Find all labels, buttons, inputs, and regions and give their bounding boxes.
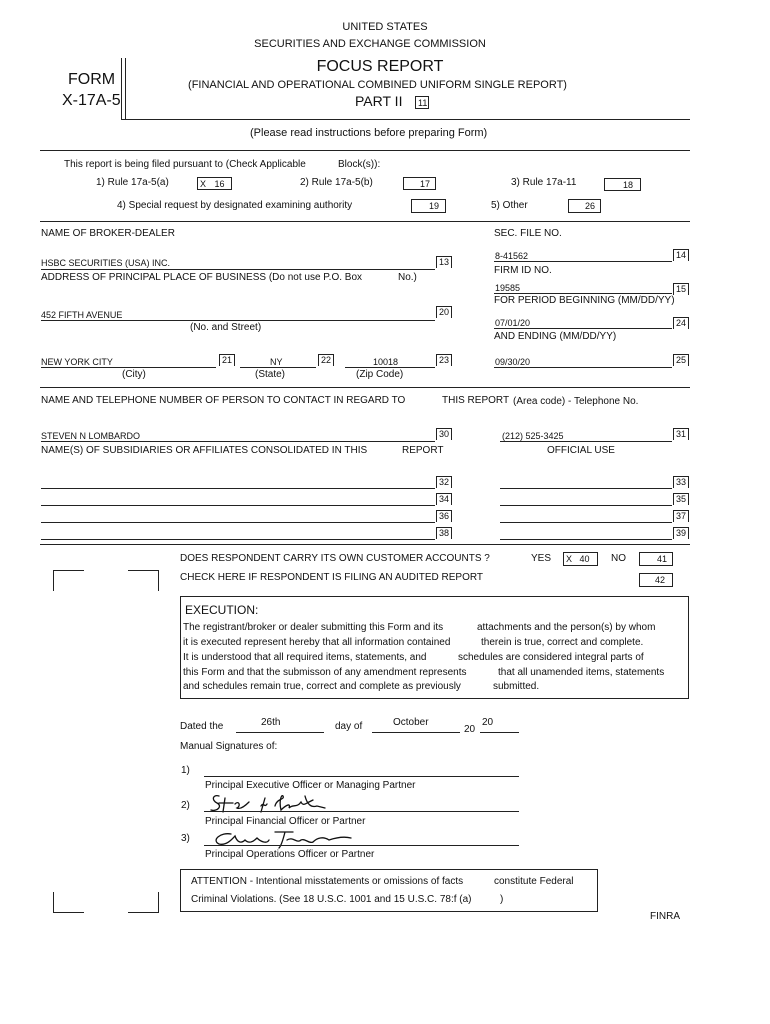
other-code: 26 <box>585 201 596 211</box>
period-end-code: 25 <box>673 354 689 366</box>
execution-line-2b: therein is true, correct and complete. <box>481 637 644 648</box>
header-divider-2 <box>125 58 126 120</box>
attention-line-2b: ) <box>500 894 504 905</box>
period-begin-label: FOR PERIOD BEGINNING (MM/DD/YY) <box>494 295 675 306</box>
audited-checkbox[interactable] <box>639 573 673 587</box>
rule-17a-11-checkbox[interactable] <box>604 178 641 191</box>
zip-value: 10018 <box>373 357 399 367</box>
sig-2-line <box>204 811 519 812</box>
sig-3-caption: Principal Operations Officer or Partner <box>205 849 375 860</box>
subsidiary-line <box>41 522 435 523</box>
execution-line-3a: It is understood that all required items, statements, and <box>183 652 427 663</box>
subsidiary-code: 38 <box>436 527 452 539</box>
subsidiary-line <box>41 505 435 506</box>
year-line <box>480 732 519 733</box>
part-label: PART II <box>355 93 403 109</box>
sig-2-caption: Principal Financial Officer or Partner <box>205 816 366 827</box>
sig-1-line <box>204 776 519 777</box>
no-label: NO <box>611 553 626 564</box>
broker-name-label: NAME OF BROKER-DEALER <box>41 228 175 239</box>
agency-line-1: UNITED STATES <box>342 21 428 33</box>
address-label-no: No.) <box>398 272 417 283</box>
period-begin-line <box>494 328 672 329</box>
subsidiary-code: 32 <box>436 476 452 488</box>
no-checkbox[interactable] <box>639 552 673 566</box>
month-value: October <box>393 717 429 728</box>
agency-line-2: SECURITIES AND EXCHANGE COMMISSION <box>254 38 486 50</box>
execution-line-1a: The registrant/broker or dealer submitting this Form and its <box>183 622 444 633</box>
phone-code: 31 <box>673 428 689 440</box>
city-caption: (City) <box>122 369 146 380</box>
street-caption: (No. and Street) <box>190 322 262 333</box>
city-code: 21 <box>219 354 235 366</box>
report-subtitle: (FINANCIAL AND OPERATIONAL COMBINED UNIFORM SINGLE REPORT) <box>188 79 567 91</box>
execution-line-4b: that all unamended items, statements <box>498 667 665 678</box>
execution-line-5a: and schedules remain true, correct and complete as previously <box>183 681 461 692</box>
attention-line-1a: ATTENTION - Intentional misstatements or omissions of facts <box>191 876 464 887</box>
subsidiary-line <box>41 539 435 540</box>
sec-file-value: 8-41562 <box>495 251 529 261</box>
rule-17a-5b-label: 2) Rule 17a-5(b) <box>300 177 373 188</box>
contact-name-code: 30 <box>436 428 452 440</box>
subsidiary-code: 36 <box>436 510 452 522</box>
subsidiaries-label: NAME(S) OF SUBSIDIARIES OR AFFILIATES CONSOLIDATED IN THIS <box>41 445 368 456</box>
sig-3-line <box>204 845 519 846</box>
firm-id-value: 19585 <box>495 283 521 293</box>
special-request-code: 19 <box>429 201 440 211</box>
audited-question: CHECK HERE IF RESPONDENT IS FILING AN AUDITED REPORT <box>180 572 484 583</box>
contact-name-value: STEVEN N LOMBARDO <box>41 431 141 441</box>
state-caption: (State) <box>255 369 286 380</box>
city-value: NEW YORK CITY <box>41 357 113 367</box>
official-use-line <box>500 539 672 540</box>
period-begin-code: 24 <box>673 317 689 329</box>
execution-line-5b: submitted. <box>493 681 540 692</box>
contact-label-2: THIS REPORT <box>442 395 510 406</box>
official-use-line <box>500 522 672 523</box>
subsidiary-line <box>41 488 435 489</box>
contact-section-rule <box>40 544 690 545</box>
zip-line <box>345 367 435 368</box>
header-divider-1 <box>121 58 122 120</box>
rule-17a-5a-mark: X <box>200 179 207 189</box>
instructions-text: (Please read instructions before preparing Form) <box>250 127 488 139</box>
other-checkbox[interactable] <box>568 199 601 213</box>
customer-accounts-question: DOES RESPONDENT CARRY ITS OWN CUSTOMER ACCOUNTS ? <box>180 553 490 564</box>
form-label: FORM <box>68 71 116 88</box>
execution-line-1b: attachments and the person(s) by whom <box>477 622 656 633</box>
yes-label: YES <box>531 553 552 564</box>
zip-code: 23 <box>436 354 452 366</box>
broker-name-code: 13 <box>436 256 452 268</box>
execution-line-4a: this Form and that the submisson of any amendment represents <box>183 667 467 678</box>
state-line <box>240 367 316 368</box>
period-begin-value: 07/01/20 <box>495 318 531 328</box>
street-code: 20 <box>436 306 452 318</box>
yes-code: 40 <box>579 554 590 564</box>
state-value: NY <box>270 357 283 367</box>
address-label: ADDRESS OF PRINCIPAL PLACE OF BUSINESS (Do not use P.O. Box <box>41 272 363 283</box>
broker-section-rule <box>40 387 690 388</box>
yes-checkbox[interactable] <box>563 552 598 566</box>
zip-caption: (Zip Code) <box>356 369 404 380</box>
period-end-line <box>494 367 672 368</box>
rule-17a-5a-code: 16 <box>214 179 225 189</box>
sig-1-caption: Principal Executive Officer or Managing Partner <box>205 780 416 791</box>
no-code: 41 <box>657 554 668 564</box>
execution-line-2a: it is executed represent hereby that all information contained <box>183 637 451 648</box>
subsidiary-code: 34 <box>436 493 452 505</box>
sig-3-number: 3) <box>181 833 190 844</box>
official-use-code: 33 <box>673 476 689 488</box>
sec-file-line <box>494 261 672 262</box>
rule-17a-5a-checkbox[interactable] <box>197 177 232 190</box>
filing-rule <box>40 221 690 222</box>
rule-17a-5b-code: 17 <box>420 179 431 189</box>
sec-file-label: SEC. FILE NO. <box>494 228 562 239</box>
city-line <box>41 367 216 368</box>
special-request-checkbox[interactable] <box>411 199 446 213</box>
day-line <box>236 732 324 733</box>
contact-name-line <box>41 441 435 442</box>
broker-name-value: HSBC SECURITIES (USA) INC. <box>41 258 171 268</box>
phone-line <box>500 441 672 442</box>
crop-mark-bottom-left <box>53 892 84 913</box>
yes-mark: X <box>566 554 573 564</box>
attention-line-1b: constitute Federal <box>494 876 574 887</box>
manual-signatures-label: Manual Signatures of: <box>180 741 278 752</box>
day-value: 26th <box>261 717 281 728</box>
rule-17a-11-label: 3) Rule 17a-11 <box>511 177 577 188</box>
official-use-code: 37 <box>673 510 689 522</box>
month-line <box>372 732 460 733</box>
official-use-line <box>500 505 672 506</box>
period-end-value: 09/30/20 <box>495 357 531 367</box>
attention-line-2a: Criminal Violations. (See 18 U.S.C. 1001 and 15 U.S.C. 78:f (a) <box>191 894 472 905</box>
header-rule <box>122 119 690 120</box>
state-code: 22 <box>318 354 334 366</box>
finra-label: FINRA <box>650 911 680 922</box>
day-of-label: day of <box>335 721 363 732</box>
financial-officer-signature <box>205 790 345 816</box>
rule-17a-5a-label: 1) Rule 17a-5(a) <box>96 177 169 188</box>
subsidiaries-label-2: REPORT <box>402 445 444 456</box>
firm-id-code: 15 <box>673 283 689 295</box>
crop-mark-bottom-right <box>128 892 159 913</box>
sig-2-number: 2) <box>181 800 190 811</box>
sig-1-number: 1) <box>181 765 190 776</box>
crop-mark-top-left <box>53 570 84 591</box>
century-label: 20 <box>464 724 476 735</box>
official-use-code: 35 <box>673 493 689 505</box>
firm-id-label: FIRM ID NO. <box>494 265 552 276</box>
special-request-label: 4) Special request by designated examining authority <box>117 200 353 211</box>
phone-label: (Area code) - Telephone No. <box>513 396 639 407</box>
official-use-code: 39 <box>673 527 689 539</box>
street-line <box>41 320 435 321</box>
period-end-label: AND ENDING (MM/DD/YY) <box>494 331 617 342</box>
audited-code: 42 <box>655 575 666 585</box>
rule-17a-11-code: 18 <box>623 180 634 190</box>
execution-title: EXECUTION: <box>185 603 259 617</box>
year-value: 20 <box>482 717 494 728</box>
part-code-box: 11 <box>415 96 429 109</box>
street-value: 452 FIFTH AVENUE <box>41 310 123 320</box>
form-number: X-17A-5 <box>62 92 121 109</box>
other-label: 5) Other <box>491 200 528 211</box>
official-use-line <box>500 488 672 489</box>
instructions-rule <box>40 150 690 151</box>
phone-value: (212) 525-3425 <box>502 431 564 441</box>
broker-name-line <box>41 269 435 270</box>
firm-id-line <box>494 293 672 294</box>
crop-mark-top-right <box>128 570 159 591</box>
filing-intro: This report is being filed pursuant to (Check Applicable <box>64 159 306 170</box>
filing-intro-blocks: Block(s)): <box>338 159 381 170</box>
rule-17a-5b-checkbox[interactable] <box>403 177 436 190</box>
execution-line-3b: schedules are considered integral parts of <box>458 652 644 663</box>
contact-label: NAME AND TELEPHONE NUMBER OF PERSON TO CONTACT IN REGARD TO <box>41 395 406 406</box>
sec-file-code: 14 <box>673 249 689 261</box>
dated-label: Dated the <box>180 721 224 732</box>
report-title: FOCUS REPORT <box>316 58 444 75</box>
official-use-label: OFFICIAL USE <box>547 445 615 456</box>
